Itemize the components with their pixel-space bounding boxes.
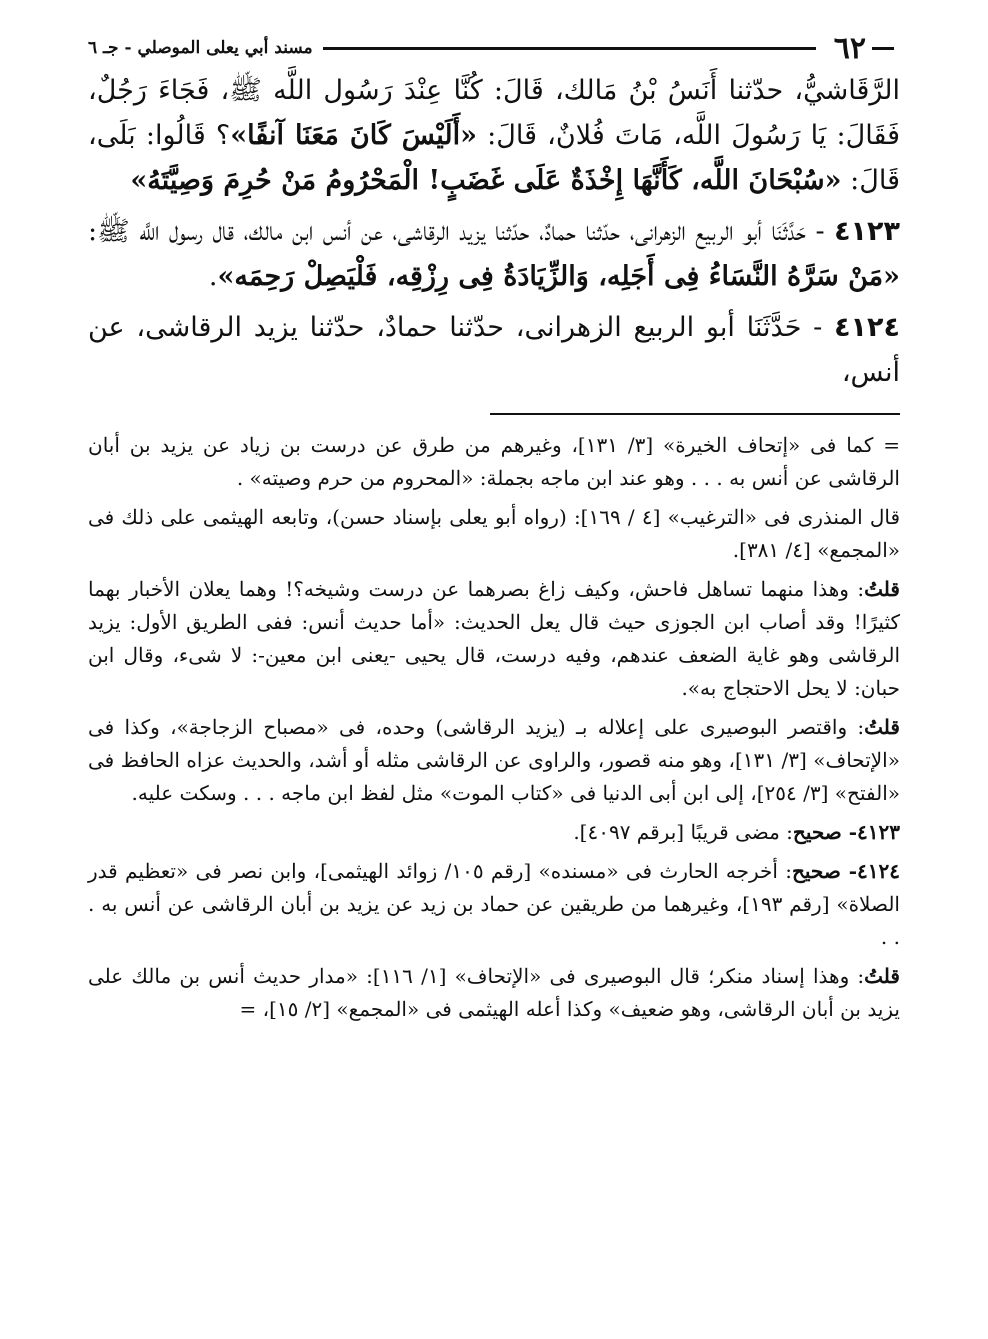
footnote-separator-wrap (88, 395, 900, 429)
text-span: - حَدَّثَنَا أبو الربيع الزهرانى، حدّثنا حمادٌ، حدّثنا يزيد الرقاشى، عن أنس، (88, 312, 900, 388)
footnote-4 (88, 711, 900, 810)
note-label: قلتُ (864, 964, 900, 988)
hadith-number: ٤١٢٤ (834, 312, 900, 343)
footnote-6 (88, 855, 900, 954)
footnote-7 (88, 960, 900, 1026)
page (88, 28, 900, 1032)
note-text: : أخرجه الحارث فى «مسنده» [رقم ١٠٥/ زوائد الهيثمى]، وابن نصر فى «تعظيم قدر الصلاة» [رقم ١٩٣]، وغيرهما من طريقين عن حماد بن زيد عن يزيد بن أبان الرقاشى عن أنس به . . . (88, 859, 900, 949)
main-text (88, 68, 900, 395)
quote-span: «مَنْ سَرَّهُ النَّسَاءُ فِى أَجَلِه، وَالزِّيَادَةُ فِى رِزْقِه، فَلْيَصِلْ رَحِمَه» (217, 261, 900, 292)
text-span: ؟ قَالُوا: بَلَى، قَالَ: (88, 120, 900, 196)
note-label: ٤١٢٤- صحيح (791, 859, 900, 883)
quote-span: «سُبْحَانَ اللَّه، كَأَنَّهَا إِخْذَةٌ عَلَى غَضَبٍ! الْمَحْرُومُ مَنْ حُرِمَ وَصِيَّتَهُ» (130, 165, 842, 196)
footnote-1: = كما فى «إتحاف الخيرة» [٣/ ١٣١]، وغيرهم من طرق عن درست بن زياد عن يزيد بن أبان الرقاشى عن أنس به . . . وهو عند ابن ماجه بجملة: «المحروم من حرم وصيته» . (88, 433, 900, 490)
page-number: ٦٢ (833, 30, 866, 66)
header-rule (323, 47, 816, 50)
note-text: : وهذا منهما تساهل فاحش، وكيف زاغ بصرهما عن درست وشيخه؟! وهما يعلان الأخبار بهما كثيرًا! وقد أصاب ابن الجوزى حيث قال يعل الحديث: «أما حديث أنس: ففى الطريق الأول: يزيد الرقاشى وهو غاية الضعف عندهم، وفيه درست، قال يحيى -يعنى ابن معين-: لا شىء، وقال ابن حبان: لا يحل الاحتجاج به». (88, 577, 900, 700)
text-span: . (208, 261, 218, 292)
note-label: قلتُ (864, 715, 900, 739)
hadith-4124 (88, 305, 900, 395)
note-text: : مضى قريبًا [برقم ٤٠٩٧]. (573, 820, 793, 844)
hadith-4123 (88, 209, 900, 299)
note-label: قلتُ (864, 577, 900, 601)
note-label: ٤١٢٣- صحيح (792, 820, 900, 844)
footnotes (88, 429, 900, 1026)
running-header (88, 28, 900, 68)
hadith-4122-continuation (88, 68, 900, 203)
note-text: : وهذا إسناد منكر؛ قال البوصيرى فى «الإتحاف» [١/ ١١٦]: «مدار حديث أنس بن مالك على يزيد بن أبان الرقاشى، وهو ضعيف» وكذا أعله الهيثمى فى «المجمع» [٢/ ١٥]، = (88, 964, 900, 1021)
hadith-number: ٤١٢٣ (834, 216, 900, 247)
footnote-2: قال المنذرى فى «الترغيب» [٤ / ١٦٩]: (رواه أبو يعلى بإسناد حسن)، وتابعه الهيثمى على ذلك فى «المجمع» [٤/ ٣٨١]. (88, 505, 901, 562)
book-title: مسند أبي يعلى الموصلي - جـ ٦ (88, 38, 313, 58)
note-text: : واقتصر البوصيرى على إعلاله بـ (يزيد الرقاشى) وحده، فى «مصباح الزجاجة»، وكذا فى «الإتحاف» [٣/ ١٣١]، وهو منه قصور، والراوى عن الرقاشى مثله أو أشد، والحديث عزاه الحافظ فى «الفتح» [٣/ ٢٥٤]، إلى ابن أبى الدنيا فى «كتاب الموت» مثل لفظ ابن ماجه . . . وسكت عليه. (88, 715, 900, 805)
footnote-5 (88, 816, 900, 849)
footnote-separator (490, 413, 900, 415)
footnote-3 (88, 573, 900, 705)
header-dash (872, 47, 894, 50)
quote-span: «أَلَيْسَ كَانَ مَعَنَا آنفًا» (230, 120, 477, 151)
text-span: - حَدَّثَنَا أبو الربيع الزهرانى، حدّثنا حمادٌ، حدّثنا يزيد الرقاشى، عن أنس ابن مالك، قال رسول اللَّه ﷺ: (88, 216, 835, 247)
text-span: الرَّقَاشيُّ، حدّثنا أَنَسُ بْنُ مَالك، قَالَ: كُنَّا عِنْدَ رَسُول اللَّه ﷺ، فَجَاءَ رَجُلٌ، فَقَالَ: يَا رَسُولَ اللَّه، مَاتَ فُلانٌ، قَالَ: (88, 75, 901, 151)
